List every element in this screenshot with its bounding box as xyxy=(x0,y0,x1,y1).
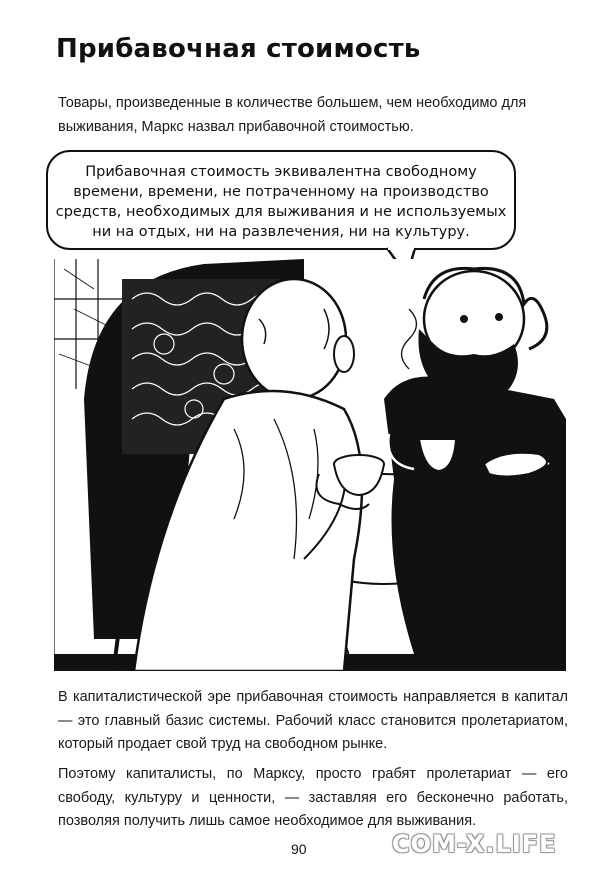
speech-line: времени, времени, не потраченному на производство xyxy=(73,184,489,200)
speech-line: Прибавочная стоимость эквивалентна свободному xyxy=(85,164,477,180)
page-number: 90 xyxy=(291,841,307,857)
watermark: COM-X.LIFE xyxy=(392,830,557,858)
paragraph-capital: В капиталистической эре прибавочная стоимость направляется в капитал — это главный базис системы. Рабочий класс становится пролетариатом, который продает свой труд на свободном рынке. xyxy=(58,689,568,752)
marx-conversation-illustration xyxy=(54,259,566,671)
speech-bubble xyxy=(46,150,516,250)
speech-line: ни на отдых, ни на развлечения, ни на культуру. xyxy=(92,224,470,240)
speech-bubble-text xyxy=(48,162,514,242)
paragraph-proletariat: Поэтому капиталисты, по Марксу, просто грабят пролетариат — его свободу, культуру и ценности, — заставляя его бесконечно работать, позволяя получить лишь самое необходимое для выживания. xyxy=(58,766,568,829)
intro-text: Товары, произведенные в количестве большем, чем необходимо для выживания, Маркс назвал прибавочной стоимостью. xyxy=(58,95,527,135)
speech-line: средств, необходимых для выживания и не используемых xyxy=(55,204,507,220)
page-title: Прибавочная стоимость xyxy=(56,34,421,64)
